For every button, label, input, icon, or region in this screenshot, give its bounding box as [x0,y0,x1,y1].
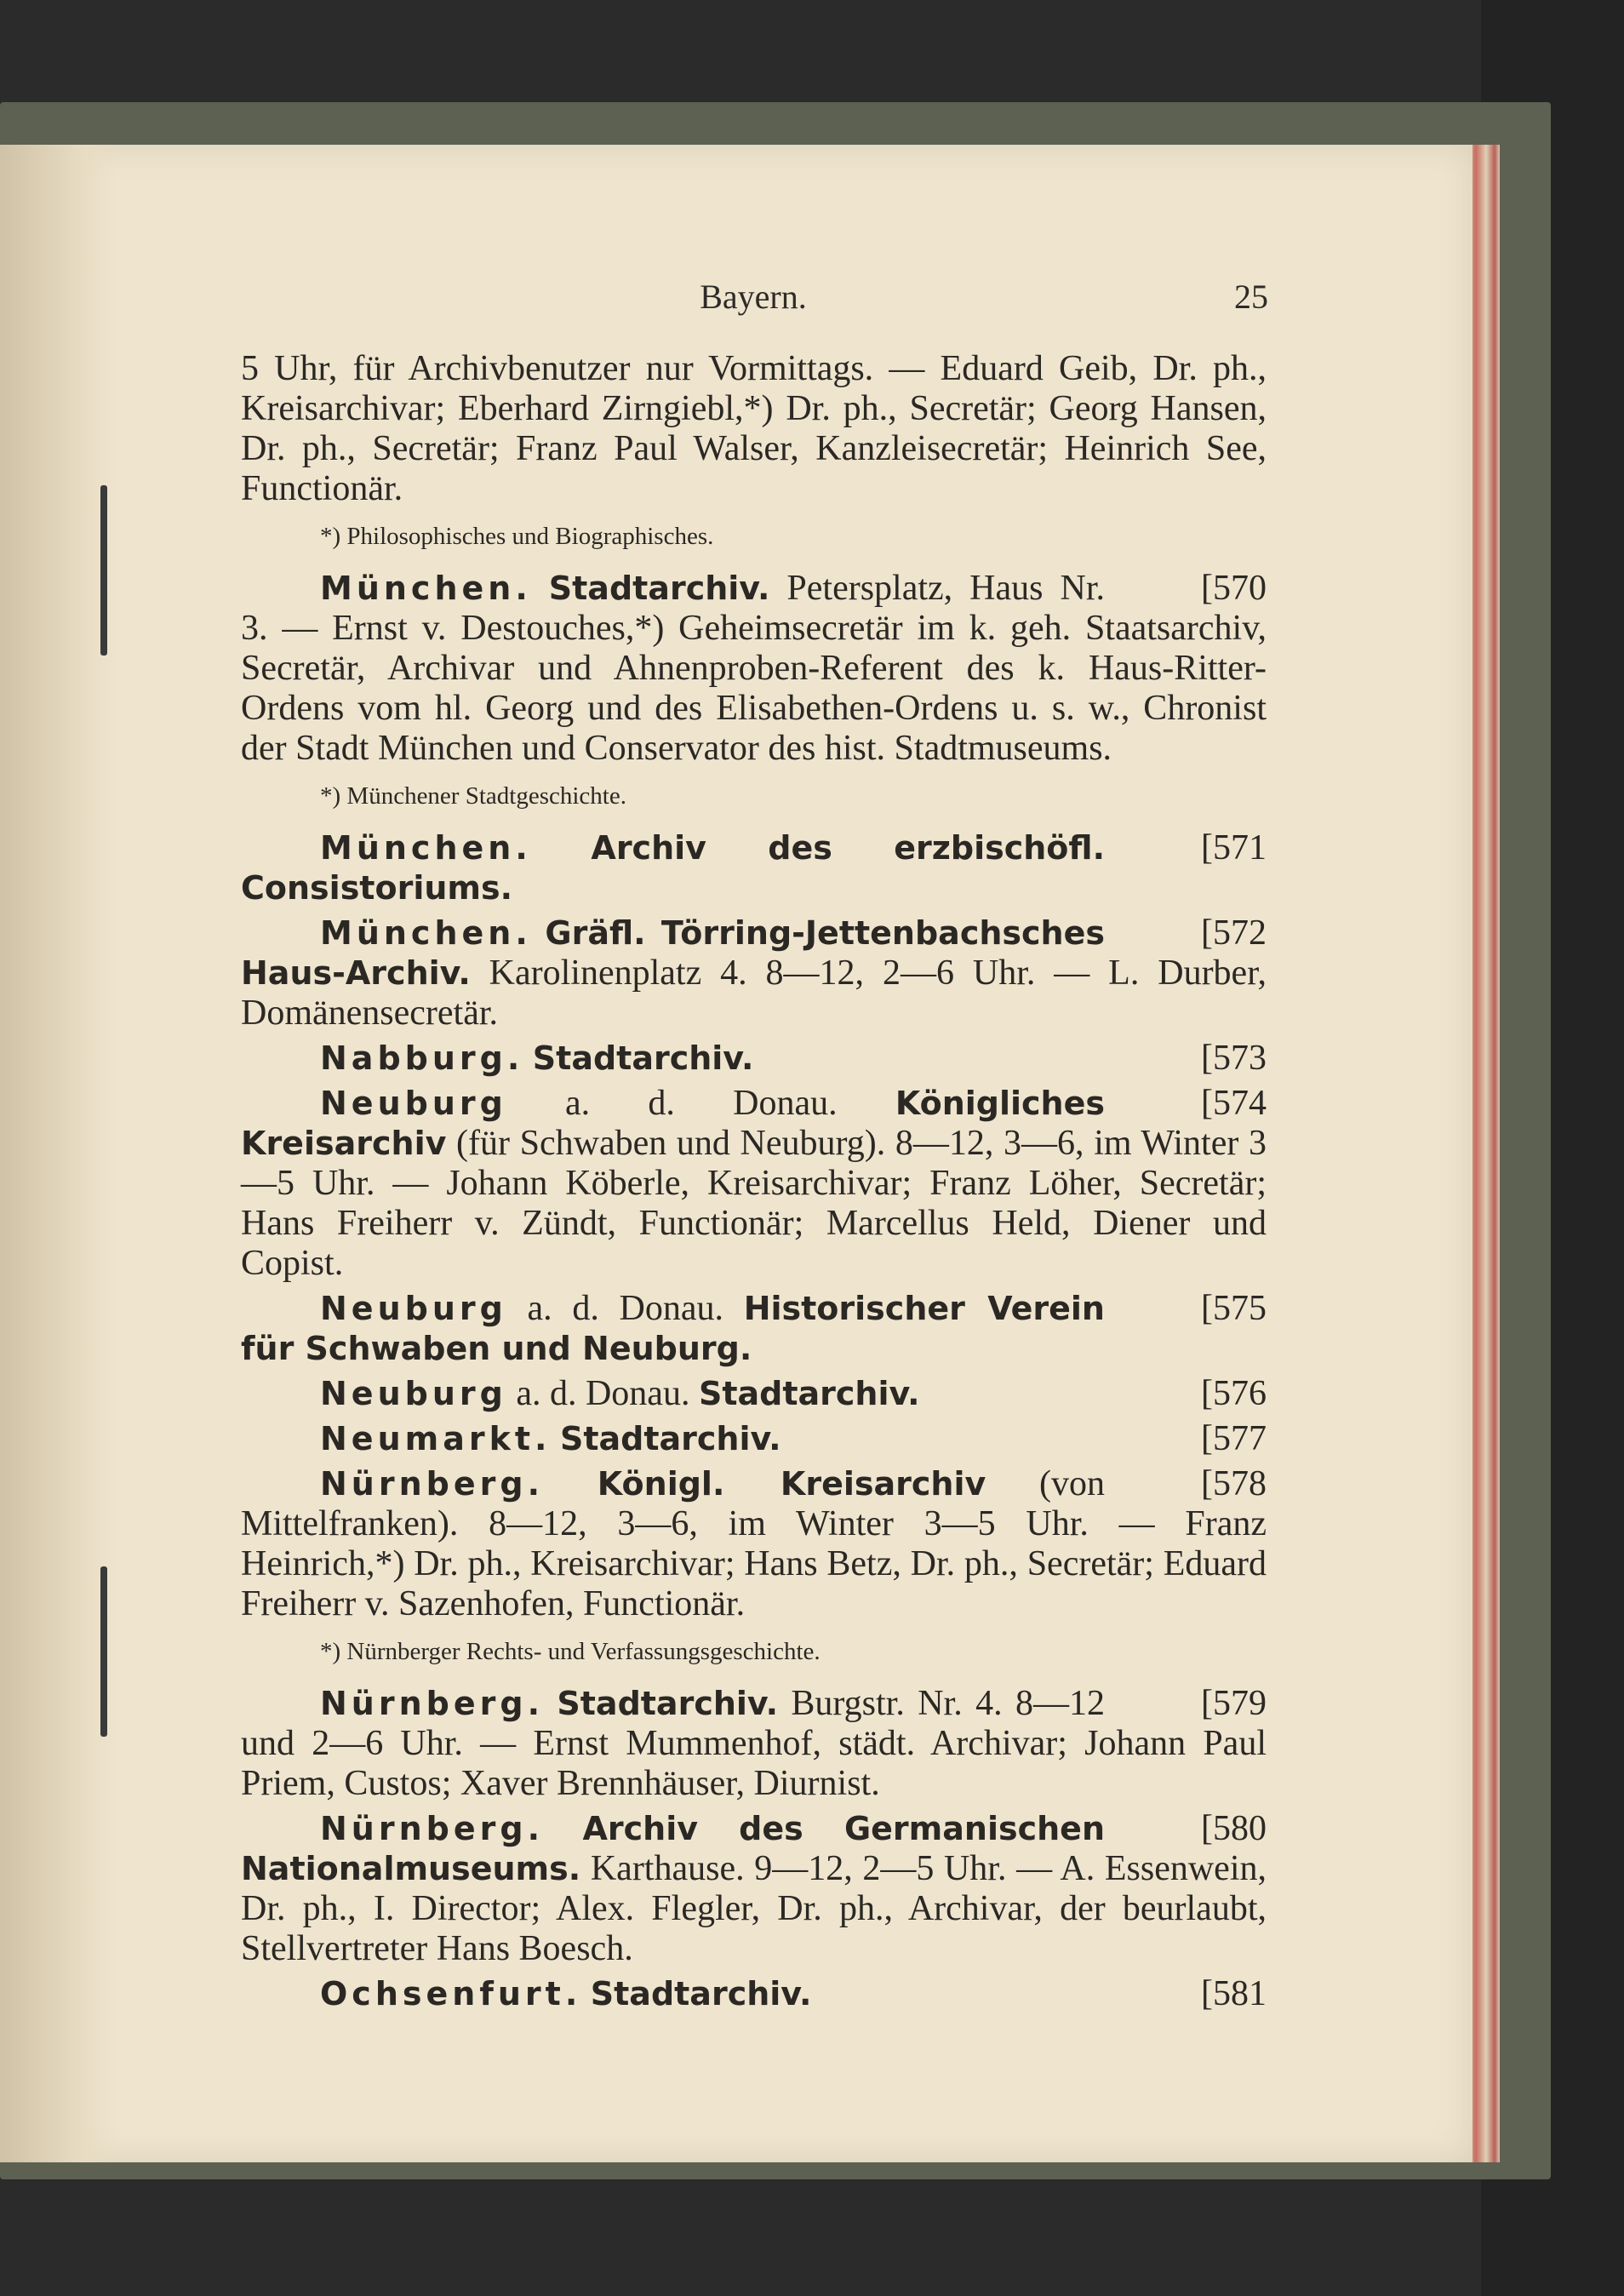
entry-581 [241,1974,1267,2014]
entry-578 [241,1464,1267,1624]
entry-title: Archiv des Germanischen Nationalmuseums. [241,1810,1106,1887]
entry-place: Nürnberg. [320,1810,544,1847]
entry-number: [570 [1201,569,1267,608]
entry-text: Karthause. 9—12, 2—5 Uhr. — A. Essenwein, Dr. ph., I. Director; Alex. Flegler, Dr. ph., Archivar, der beurlaubt, Stellvertreter Hans Boesch. [241,1849,1267,1968]
page-number: 25 [1234,278,1268,316]
footnote: *) Philosophisches und Biographisches. [320,523,714,550]
entry-title: Stadtarchiv. [590,1975,812,2013]
entry-number: [574 [1201,1084,1267,1123]
entry-text: Petersplatz, Haus Nr. 3. — Ernst v. Destouches,*) Geheimsecretär im k. geh. Staatsarchiv, Secretär, Archivar und Ahnenproben-Referent des k. Haus-Ritter-Ordens vom hl. Georg und des Elisabethen-Ordens u. s. w., Chronist der Stadt München und Conservator des hist. Stadtmuseums. [241,569,1267,768]
entry-570 [241,569,1267,769]
entry-number: [580 [1201,1809,1267,1848]
page-body [241,349,1267,2014]
page-gutter [0,145,119,2162]
entry-title: Historischer Verein für Schwaben und Neuburg. [241,1290,1105,1367]
entry-title: Stadtarchiv. [548,570,770,607]
entry-place: München. [320,570,532,607]
entry-number: [571 [1201,828,1267,867]
entry-location: a. d. Donau. [506,1289,744,1328]
entry-573 [241,1039,1267,1079]
entry-place: Neuburg [320,1375,507,1412]
binding-stitch-top [100,485,107,656]
entry-number: [578 [1201,1464,1267,1503]
entry-place: Ochsenfurt. [320,1975,582,2013]
entry-title: Stadtarchiv. [559,1420,781,1457]
entry-576 [241,1374,1267,1414]
entry-572 [241,913,1267,1033]
entry-number: [577 [1201,1419,1267,1458]
entry-574 [241,1084,1267,1284]
entry-place: München. [320,914,532,952]
entry-place: Nürnberg. [320,1465,544,1503]
entry-title: Archiv des erzbischöfl. Consistoriums. [241,829,1106,907]
entry-number: [576 [1201,1374,1267,1413]
entry-text: Karolinenplatz 4. 8—12, 2—6 Uhr. — L. Durber, Domänensecretär. [241,953,1267,1033]
entry-place: Nabburg. [320,1039,524,1077]
running-head-title: Bayern. [700,278,807,316]
footnote: *) Nürnberger Rechts- und Verfassungsgeschichte. [320,1638,821,1665]
entry-575 [241,1289,1267,1369]
entry-place: Neuburg [320,1290,507,1327]
entry-place: Nürnberg. [320,1685,544,1722]
entry-title: Königliches Kreisarchiv [241,1085,1105,1162]
entry-location: a. d. Donau. [506,1374,699,1413]
entry-title: Stadtarchiv. [557,1685,779,1722]
entry-title: Königl. Kreisarchiv [597,1465,986,1503]
entry-580 [241,1809,1267,1969]
entry-571 [241,828,1267,908]
entry-place: München. [320,829,532,867]
entry-title: Stadtarchiv. [698,1375,920,1412]
entry-579 [241,1684,1267,1804]
entry-place: Neuburg [320,1085,507,1122]
entry-title: Gräfl. Törring-Jettenbachsches Haus-Archiv. [241,914,1105,992]
paragraph-continuation: 5 Uhr, für Archivbenutzer nur Vormittags. — Eduard Geib, Dr. ph., Kreisarchivar; Eberhard Zirngiebl,*) Dr. ph., Secretär; Georg Hansen, Dr. ph., Secretär; Franz Paul Walser, Kanzleisecretär; Heinrich See, Functionär. [241,349,1267,508]
running-head [238,277,1268,319]
entry-text: Burgstr. Nr. 4. 8—12 und 2—6 Uhr. — Ernst Mummenhof, städt. Archivar; Johann Paul Priem, Custos; Xaver Brennhäuser, Diurnist. [241,1684,1267,1803]
entry-577 [241,1419,1267,1459]
entry-text: (von Mittelfranken). 8—12, 3—6, im Winter 3—5 Uhr. — Franz Heinrich,*) Dr. ph., Kreisarchivar; Hans Betz, Dr. ph., Secretär; Eduard Freiherr v. Sazenhofen, Functionär. [241,1464,1267,1623]
entry-number: [575 [1201,1289,1267,1328]
entry-number: [581 [1201,1974,1267,2013]
entry-title: Stadtarchiv. [532,1039,754,1077]
entry-place: Neumarkt. [320,1420,552,1457]
entry-text: (für Schwaben und Neuburg). 8—12, 3—6, im Winter 3—5 Uhr. — Johann Köberle, Kreisarchivar; Franz Löher, Secretär; Hans Freiherr v. Zündt, Functionär; Marcellus Held, Diener und Copist. [241,1124,1267,1283]
entry-number: [572 [1201,913,1267,953]
binding-stitch-bottom [100,1566,107,1737]
entry-number: [573 [1201,1039,1267,1078]
entry-number: [579 [1201,1684,1267,1723]
entry-location: a. d. Donau. [506,1084,895,1123]
footnote: *) Münchener Stadtgeschichte. [320,782,626,810]
